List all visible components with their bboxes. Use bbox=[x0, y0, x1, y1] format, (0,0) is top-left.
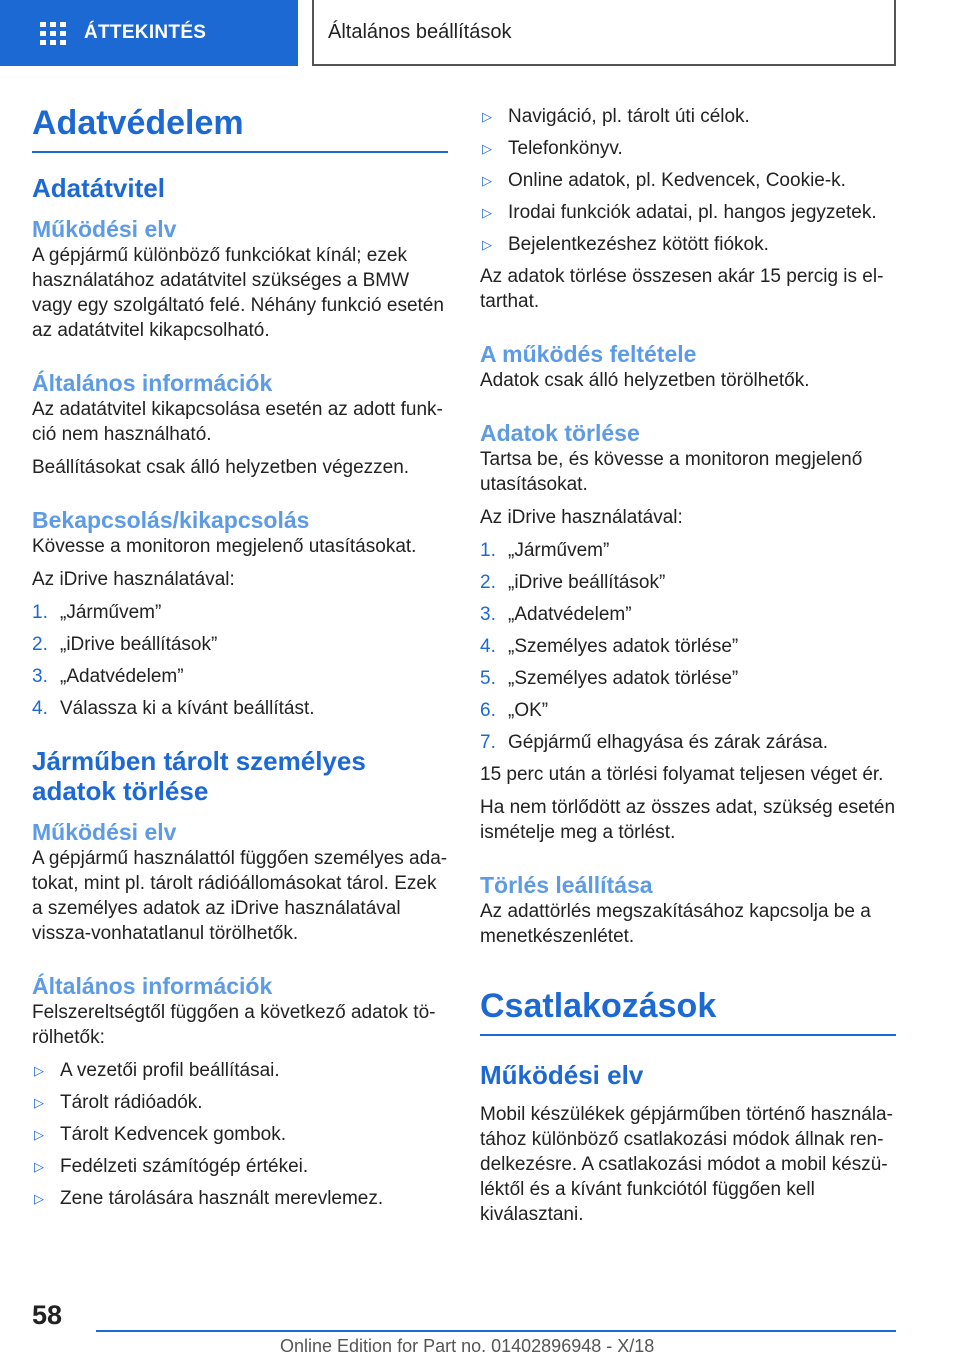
paragraph-after-1: 15 perc után a törlési folyamat teljesen véget ér. bbox=[480, 764, 884, 785]
list-item: ▷ Irodai funkciók adatai, pl. hangos jegyzetek. bbox=[482, 202, 877, 223]
list-item: 7. Gépjármű elhagyása és zárak zárása. bbox=[480, 732, 828, 753]
deletable-data-list bbox=[32, 1058, 448, 1211]
triangle-bullet-icon: ▷ bbox=[482, 173, 492, 188]
list-item: 1. „Járművem” bbox=[480, 540, 610, 561]
steps-list-delete bbox=[480, 538, 896, 755]
right-column bbox=[480, 104, 896, 1235]
chapter-title-connections: Csatlakozások bbox=[480, 975, 896, 1036]
triangle-bullet-icon: ▷ bbox=[34, 1063, 44, 1078]
triangle-bullet-icon: ▷ bbox=[482, 109, 492, 124]
list-item: ▷ Fedélzeti számítógép értékei. bbox=[34, 1156, 309, 1177]
list-item: 4. Válassza ki a kívánt beállítást. bbox=[32, 698, 315, 719]
grid-menu-icon bbox=[40, 22, 66, 44]
chapter-title-privacy: Adatvédelem bbox=[32, 92, 448, 153]
subheading-stop-deletion: Törlés leállítása bbox=[480, 872, 653, 898]
subheading-principle: Működési elv bbox=[32, 216, 177, 242]
page-number: 58 bbox=[32, 1300, 63, 1330]
list-item: 1. „Járművem” bbox=[32, 602, 162, 623]
subheading-delete-data: Adatok törlése bbox=[480, 420, 640, 446]
list-item: ▷ A vezetői profil beállításai. bbox=[34, 1060, 280, 1081]
triangle-bullet-icon: ▷ bbox=[482, 237, 492, 252]
paragraph-stop-deletion: Az adattörlés megszakításához kapcsolja be a menetkészenlétet. bbox=[480, 901, 871, 947]
paragraph-principle-2: A gépjármű használattól függően személyes ada-tokat, mint pl. tárolt rádióállomásokat tárol. Ezek a személyes adatok az iDrive használatával vissza-vonhatatlanul törölhetők. bbox=[32, 848, 448, 944]
list-item: 2. „iDrive beállítások” bbox=[480, 572, 666, 593]
list-item: 3. „Adatvédelem” bbox=[480, 604, 632, 625]
paragraph-duration: Az adatok törlése összesen akár 15 percig is el-tarthat. bbox=[480, 266, 884, 312]
paragraph-principle-3: Mobil készülékek gépjárműben történő használa-tához különböző csatlakozási módok állnak ren-delkezésre. A csatlakozási módot a mobil készü-léktől és a kívánt funkciótól függően kell kiválasztani. bbox=[480, 1104, 893, 1225]
list-item: ▷ Navigáció, pl. tárolt úti célok. bbox=[482, 106, 750, 127]
subheading-principle-2: Működési elv bbox=[32, 819, 177, 845]
triangle-bullet-icon: ▷ bbox=[34, 1191, 44, 1206]
subheading-condition: A működés feltétele bbox=[480, 341, 697, 367]
section-title-delete-personal-data: Járműben tárolt személyes adatok törlése bbox=[32, 746, 366, 806]
triangle-bullet-icon: ▷ bbox=[34, 1127, 44, 1142]
list-item: ▷ Bejelentkezéshez kötött fiókok. bbox=[482, 234, 769, 255]
list-item: ▷ Telefonkönyv. bbox=[482, 138, 623, 159]
paragraph-after-2: Ha nem törlődött az összes adat, szükség esetén ismételje meg a törlést. bbox=[480, 797, 896, 843]
subheading-general-info-2: Általános információk bbox=[32, 973, 273, 999]
tab-current-section-label: Általános beállítások bbox=[328, 20, 512, 43]
deletable-data-list-continued bbox=[480, 104, 896, 257]
tab-current-section[interactable] bbox=[312, 0, 896, 66]
list-item: 2. „iDrive beállítások” bbox=[32, 634, 218, 655]
top-navigation bbox=[0, 0, 960, 66]
paragraph-general-info-2: Beállításokat csak álló helyzetben végezzen. bbox=[32, 457, 410, 478]
subheading-principle-3: Működési elv bbox=[480, 1060, 644, 1090]
list-item: 3. „Adatvédelem” bbox=[32, 666, 184, 687]
section-title-data-transfer: Adatátvitel bbox=[32, 173, 165, 203]
list-item: 5. „Személyes adatok törlése” bbox=[480, 668, 739, 689]
list-item: ▷ Tárolt Kedvencek gombok. bbox=[34, 1124, 287, 1145]
paragraph-on-off-2: Az iDrive használatával: bbox=[32, 569, 235, 590]
subheading-general-info: Általános információk bbox=[32, 370, 273, 396]
paragraph-condition: Adatok csak álló helyzetben törölhetők. bbox=[480, 370, 810, 391]
subheading-on-off: Bekapcsolás/kikapcsolás bbox=[32, 507, 310, 533]
list-item: ▷ Zene tárolására használt merevlemez. bbox=[34, 1188, 384, 1209]
footer-divider bbox=[96, 1330, 896, 1332]
list-item: 4. „Személyes adatok törlése” bbox=[480, 636, 739, 657]
left-column bbox=[32, 92, 448, 1218]
triangle-bullet-icon: ▷ bbox=[482, 141, 492, 156]
triangle-bullet-icon: ▷ bbox=[34, 1159, 44, 1174]
paragraph-delete-1: Tartsa be, és kövesse a monitoron megjelenő utasításokat. bbox=[480, 449, 863, 495]
paragraph-principle: A gépjármű különböző funkciókat kínál; ezek használatához adatátvitel szükséges a BMW vagy egy szolgáltató felé. Néhány funkció esetén az adatátvitel kikapcsolható. bbox=[32, 245, 444, 341]
paragraph-general-info-3: Felszereltségtől függően a következő adatok tö-rölhetők: bbox=[32, 1002, 436, 1048]
steps-list-data-transfer bbox=[32, 600, 448, 721]
triangle-bullet-icon: ▷ bbox=[34, 1095, 44, 1110]
footer-edition: Online Edition for Part no. 01402896948 - X/18 bbox=[280, 1336, 655, 1356]
list-item: 6. „OK” bbox=[480, 700, 549, 721]
tab-overview[interactable] bbox=[0, 0, 298, 66]
triangle-bullet-icon: ▷ bbox=[482, 205, 492, 220]
list-item: ▷ Tárolt rádióadók. bbox=[34, 1092, 203, 1113]
list-item: ▷ Online adatok, pl. Kedvencek, Cookie-k. bbox=[482, 170, 846, 191]
paragraph-general-info-1: Az adatátvitel kikapcsolása esetén az adott funk-ció nem használható. bbox=[32, 399, 443, 445]
paragraph-on-off-1: Kövesse a monitoron megjelenő utasításokat. bbox=[32, 536, 417, 557]
paragraph-delete-2: Az iDrive használatával: bbox=[480, 507, 683, 528]
tab-overview-label: ÁTTEKINTÉS bbox=[84, 22, 207, 43]
